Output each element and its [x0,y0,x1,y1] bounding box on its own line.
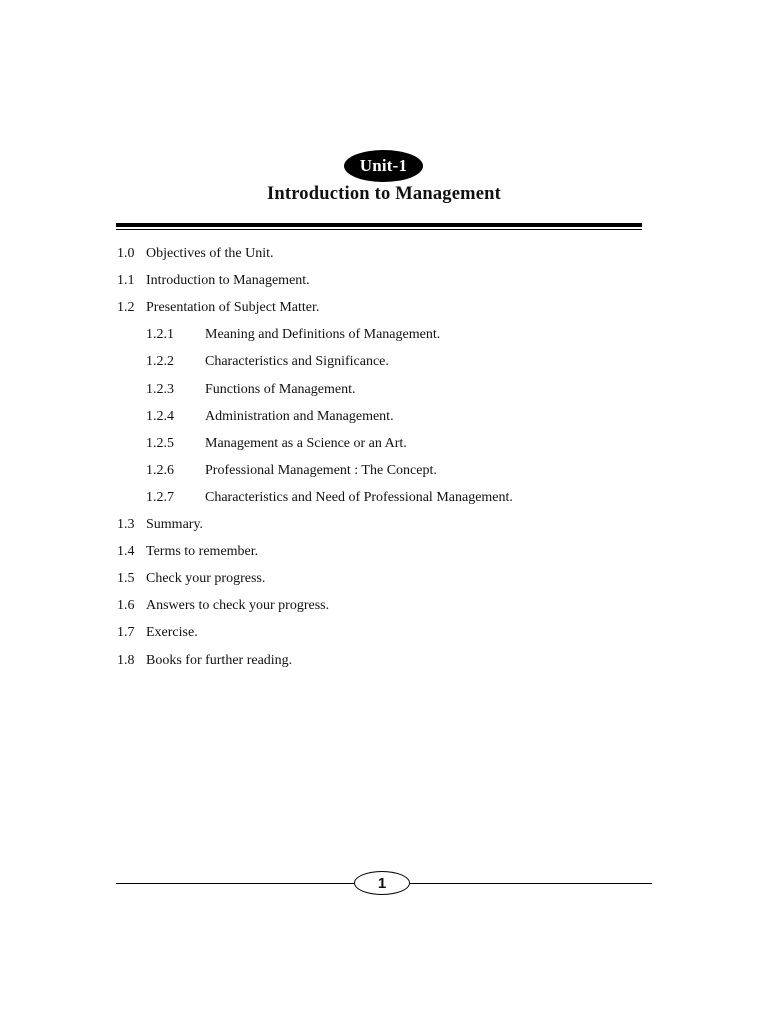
page-number [354,871,410,895]
toc-item-number: 1.6 [117,598,135,613]
toc-item-number: 1.2 [117,300,135,315]
toc-item-number: 1.2.7 [146,490,174,505]
toc-item-number: 1.2.3 [146,382,174,397]
toc-item-number: 1.7 [117,625,135,640]
toc-item-text: Answers to check your progress. [146,598,330,613]
toc-item-text: Administration and Management. [205,409,394,424]
page-number-text: 1 [377,874,387,892]
toc-item-text: Summary. [146,517,204,532]
page-title: Introduction to Management [266,184,502,204]
toc-item-text: Functions of Management. [205,382,356,397]
toc-item-number: 1.3 [117,517,135,532]
toc-item-text: Meaning and Definitions of Management. [205,327,441,342]
toc-item-text: Management as a Science or an Art. [205,436,407,451]
unit-label: Unit-1 [359,156,408,175]
toc-item-text: Professional Management : The Concept. [205,463,437,478]
toc-item-number: 1.2.6 [146,463,174,478]
footer-rule-right [410,883,652,884]
toc-item-number: 1.8 [117,653,135,668]
toc-item-number: 1.4 [117,544,135,559]
toc-item-text: Check your progress. [146,571,266,586]
toc-item-text: Terms to remember. [146,544,259,559]
toc-item-text: Characteristics and Need of Professional Management. [205,490,513,505]
toc-item-number: 1.2.2 [146,354,174,369]
toc-item-text: Presentation of Subject Matter. [146,300,320,315]
toc-item-text: Objectives of the Unit. [146,246,274,261]
toc-item-number: 1.1 [117,273,135,288]
toc-item-text: Characteristics and Significance. [205,354,389,369]
toc-item-number: 1.2.5 [146,436,174,451]
toc-item-number: 1.5 [117,571,135,586]
toc-item-number: 1.2.4 [146,409,174,424]
toc-item-text: Introduction to Management. [146,273,310,288]
toc-item-number: 1.0 [117,246,135,261]
footer-rule-left [116,883,354,884]
toc-item-number: 1.2.1 [146,327,174,342]
toc-item-text: Books for further reading. [146,653,293,668]
toc-item-text: Exercise. [146,625,198,640]
